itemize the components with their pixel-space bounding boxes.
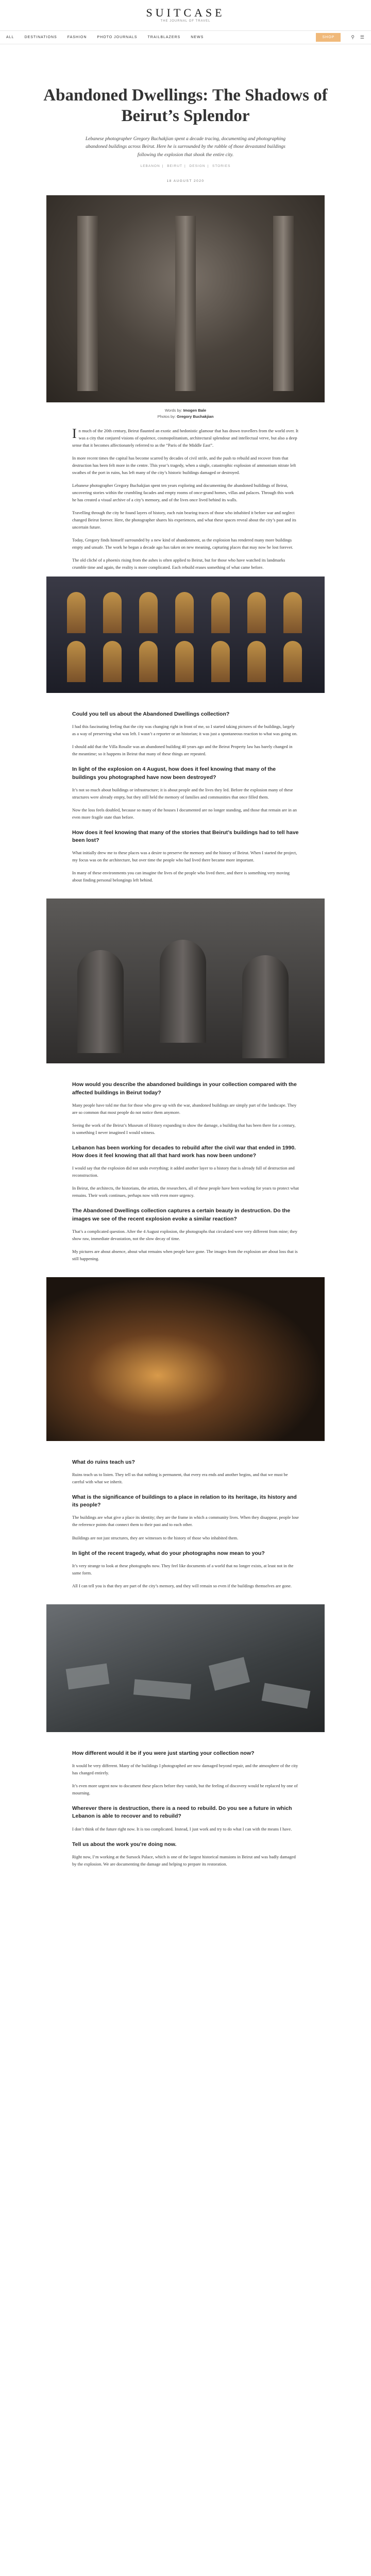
interview-answer: It’s not so much about buildings or infrastructure; it is about people and the lives they led. Before the explosion many of these structures were already empty, but they still held the memory of families and communities that once filled them. (72, 787, 293, 800)
interview-answer: All I can tell you is that they are part of the city’s memory, and they will remain so even if the buildings themselves are gone. (72, 1583, 292, 1588)
interview-answer: Many people have told me that for those who grew up with the war, abandoned buildings are simply part of the landscape. They are so common that most people do not notice them anymore. (72, 1102, 297, 1115)
interview-answer: Buildings are not just structures, they are witnesses to the history of those who inhabited them. (72, 1535, 239, 1540)
intro-paragraph: Lebanese photographer Gregory Buchakjian spent ten years exploring and documenting the abandoned buildings of Beirut, uncovering stories within the crumbling facades and empty rooms of once-grand homes, villas and palaces. Through this work he has created a visual archive of a city’s memory, and of the lives once lived behind its walls. (72, 482, 294, 502)
photo-window (211, 592, 230, 633)
photo-window (103, 592, 122, 633)
interview-part-1 (72, 693, 299, 899)
interview-answer: The buildings are what give a place its identity; they are the frame in which a community lives. When they disappear, people lose the reference points that connect them to their past and to each other. (72, 1515, 299, 1528)
article-intro (72, 427, 299, 571)
section-spacer (72, 1268, 299, 1277)
interview-question: The Abandoned Dwellings collection captures a certain beauty in destruction. Do the images we see of the recent explosion evoke a similar reaction? (72, 1208, 291, 1222)
tag-link[interactable]: STORIES (212, 164, 231, 168)
photo-structure (160, 940, 206, 1043)
credit-words (0, 408, 371, 414)
interview-question: In light of the explosion on 4 August, how does it feel knowing that many of the buildings you photographed have now been destroyed? (72, 766, 276, 781)
section-spacer (72, 889, 299, 899)
intro-paragraph: Travelling through the city he found layers of history, each ruin bearing traces of those who inhabited it before war and neglect changed Beirut forever. Here, the photographer shares his experiences, and what these spaces reveal about the city’s past and its uncertain future. (72, 510, 296, 530)
interview-question: Lebanon has been working for decades to rebuild after the civil war that ended in 1990. How does it feel knowing that all that hard work has now been undone? (72, 1144, 296, 1159)
article-standfirst: Lebanese photographer Gregory Buchakjian spent a decade tracing, documenting and photographing abandoned buildings across Beirut. Here he is surrounded by the rubble of those devastated buildings following the explosion that shook the entire city. (85, 137, 286, 158)
photo-window (211, 641, 230, 682)
interview-question: Wherever there is destruction, there is a need to rebuild. Do you see a future in which Lebanon is able to recover and to rebuild? (72, 1805, 292, 1820)
lamp-photo (46, 1277, 325, 1441)
interview-part-3 (72, 1441, 299, 1604)
menu-icon[interactable]: ☰ (360, 35, 365, 40)
section-spacer (72, 1732, 299, 1741)
interview-answer: I don’t think of the future right now. It is too complicated. Instead, I just work and try to do what I can with the means I have. (72, 1826, 292, 1832)
photo-window (175, 641, 194, 682)
rubble-photo (46, 1604, 325, 1732)
interview-answer: Right now, I’m working at the Sursock Palace, which is one of the largest historical mansions in Beirut and was badly damaged by the explosion. We are documenting the damage and helping to prepare its restoration. (72, 1854, 296, 1867)
credit-photos (0, 414, 371, 420)
photo-debris (66, 1663, 110, 1689)
intro-paragraph: In more recent times the capital has become scarred by decades of civil strife, and the push to rebuild and recover from that destruction has been felt more in the centre. This year’s tragedy, when a single, catastrophic explosion of ammonium nitrate left swathes of the port in ruins, has left many of the city’s historic buildings damaged or destroyed. (72, 455, 296, 475)
photo-debris (133, 1679, 191, 1699)
credit-photos-label: Photos by: (157, 414, 177, 419)
credit-words-name: Imogen Bale (183, 408, 207, 413)
tag-link[interactable]: LEBANON (140, 164, 160, 168)
interview-part-4 (72, 1732, 299, 1868)
photo-window (283, 641, 302, 682)
site-logo[interactable]: SUITCASE (146, 6, 225, 19)
nav-item-fashion[interactable]: FASHION (67, 36, 87, 39)
credit-words-label: Words by: (164, 408, 183, 413)
stained-glass-photo (46, 577, 325, 693)
interview-question: What do ruins teach us? (72, 1459, 135, 1465)
section-spacer (72, 1595, 299, 1604)
interview-answer: Seeing the work of the Beirut’s Museum of History expanding to show the damage, a building that has been there for a century, is something I never imagined I would witness. (72, 1122, 296, 1135)
photo-window (67, 641, 86, 682)
interview-answer: Now the loss feels doubled, because so many of the houses I documented are no longer standing, and those that remain are in an even more fragile state than before. (72, 807, 297, 820)
section-spacer (72, 1063, 299, 1073)
nav-item-destinations[interactable]: DESTINATIONS (24, 36, 57, 39)
photo-window (175, 592, 194, 633)
section-spacer (72, 1441, 299, 1450)
interior-photo (46, 899, 325, 1063)
tag-separator: | (207, 164, 209, 168)
nav-item-photo-journals[interactable]: PHOTO JOURNALS (97, 36, 138, 39)
photo-debris (209, 1657, 250, 1690)
interview-answer: I would say that the explosion did not undo everything; it added another layer to a history that is already full of destruction and reconstruction. (72, 1165, 295, 1178)
interview-question: In light of the recent tragedy, what do your photographs now mean to you? (72, 1550, 265, 1556)
interview-question: Tell us about the work you’re doing now. (72, 1841, 177, 1848)
photo-column (77, 216, 98, 391)
photo-column (175, 216, 196, 391)
nav-item-trailblazers[interactable]: TRAILBLAZERS (147, 36, 181, 39)
photo-debris (262, 1683, 311, 1708)
tag-separator: | (162, 164, 164, 168)
photo-window (247, 641, 266, 682)
interview-question: How would you describe the abandoned buildings in your collection compared with the affected buildings in Beirut today? (72, 1081, 297, 1096)
interview-answer: That’s a complicated question. After the 4 August explosion, the photographs that circulated were very different from mine; they show raw, immediate devastation, not the slow decay of time. (72, 1228, 297, 1241)
photo-window (67, 592, 86, 633)
credit-photos-name: Gregory Buchakjian (177, 414, 214, 419)
tag-link[interactable]: DESIGN (189, 164, 206, 168)
interview-answer: I should add that the Villa Rosalie was an abandoned building 40 years ago and the Beirut Property law has barely changed in the meantime; so it happens in Beirut that many of these things are repeated. (72, 744, 293, 757)
article-credits (0, 408, 371, 420)
tag-link[interactable]: BEIRUT (167, 164, 183, 168)
nav-item-news[interactable]: NEWS (191, 36, 204, 39)
photo-structure (77, 950, 124, 1053)
section-spacer (72, 693, 299, 702)
photo-window (139, 592, 158, 633)
interview-question: Could you tell us about the Abandoned Dwellings collection? (72, 711, 230, 717)
site-header (0, 0, 371, 31)
interview-answer: It would be very different. Many of the buildings I photographed are now damaged beyond repair, and the atmosphere of the city has changed entirely. (72, 1763, 298, 1776)
article-tags (0, 164, 371, 168)
interview-question: What is the significance of buildings to a place in relation to its heritage, its history and its people? (72, 1494, 297, 1509)
site-tagline: THE JOURNAL OF TRAVEL (160, 20, 211, 23)
interview-answer: I had this fascinating feeling that the city was changing right in front of me, so I started taking pictures of the buildings, largely as a way of preserving what was left. I wasn’t a reporter or an historian; it was just a spontaneous reaction to what was going on. (72, 724, 298, 737)
nav-item-all[interactable]: ALL (6, 36, 14, 39)
interview-part-2 (72, 1063, 299, 1277)
article-title: Abandoned Dwellings: The Shadows of Beirut’s Splendor (43, 86, 328, 125)
photo-window (139, 641, 158, 682)
intro-paragraph: The old cliché of a phoenix rising from the ashes is often applied to Beirut, but for those who have watched its landmarks crumble time and again, the reality is more complicated. Each rebuild erases something of what came before. (72, 557, 285, 570)
article-date: 18 AUGUST 2020 (166, 179, 205, 183)
interview-answer: Ruins teach us to listen. They tell us that nothing is permanent, that every era ends and another begins, and that we must be careful with what we inherit. (72, 1472, 288, 1485)
interview-question: How different would it be if you were just starting your collection now? (72, 1750, 255, 1756)
search-icon[interactable]: ⚲ (351, 35, 355, 40)
interview-answer: In Beirut, the architects, the historians, the artists, the researchers, all of these people have been working for years to protect what remains. Their work continues, perhaps now with even more urgency. (72, 1185, 299, 1198)
photo-structure (242, 955, 289, 1058)
photo-window (103, 641, 122, 682)
interview-answer: What initially drew me to these places was a desire to preserve the memory and the history of Beirut. When I started the project, my focus was on the architecture, but over time the people who had lived there became more important. (72, 850, 297, 863)
interview-answer: It’s very strange to look at these photographs now. They feel like documents of a world that no longer exists, at least not in the same form. (72, 1563, 294, 1575)
interview-question: How does it feel knowing that many of the stories that Beirut’s buildings had to tell have been lost? (72, 829, 299, 843)
photo-column (273, 216, 294, 391)
tag-separator: | (184, 164, 186, 168)
shop-button[interactable]: SHOP (316, 33, 341, 42)
photo-window (283, 592, 302, 633)
intro-paragraph: Today, Gregory finds himself surrounded by a new kind of abandonment, as the explosion has rendered many more buildings empty and unsafe. The work he began a decade ago has taken on new meaning, capturing places that may now be lost forever. (72, 537, 293, 550)
interview-answer: It’s even more urgent now to document these places before they vanish, but the feeling of discovery would be replaced by one of mourning. (72, 1783, 298, 1796)
photo-window (247, 592, 266, 633)
hero-photo (46, 195, 325, 402)
main-nav (0, 31, 371, 44)
intro-paragraph: In much of the 20th century, Beirut flaunted an exotic and hedonistic glamour that has drawn travellers from the world over. It was a city that conjured visions of opulence, cosmopolitanism, architectural splendour and intellectual verve, but also a deep sense that it becomes affectionately referred to as the “Paris of the Middle East”. (72, 426, 299, 448)
interview-answer: In many of these environments you can imagine the lives of the people who lived there, and there is something very moving about finding personal belongings left behind. (72, 870, 290, 883)
interview-answer: My pictures are about absence, about what remains when people have gone. The images from the explosion are about loss that is still happening. (72, 1248, 298, 1261)
